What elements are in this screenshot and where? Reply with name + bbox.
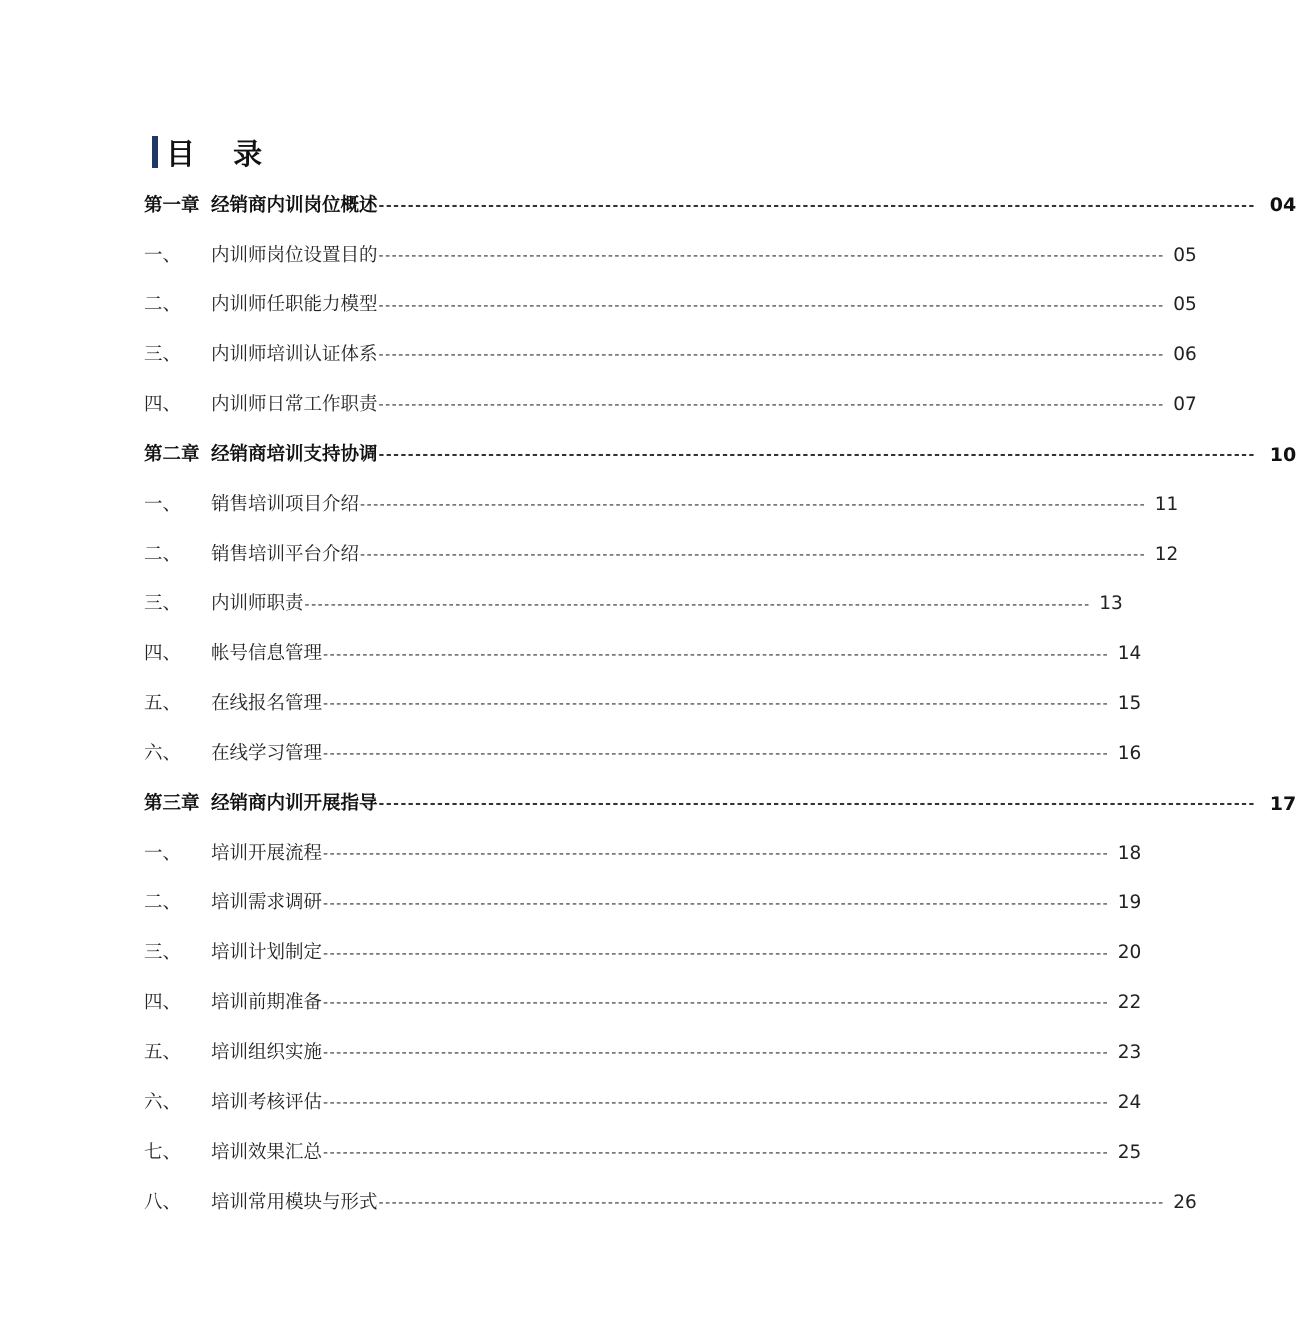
toc-entry-number: 二、 <box>144 892 182 914</box>
toc-entry-page-number: 19 <box>1117 892 1142 914</box>
toc-dot-leader: ------------------------------------------------------------------------------------------------------------------------ <box>378 397 1165 414</box>
toc-entry-label: 经销商培训支持协调 <box>211 443 378 465</box>
toc-dot-leader: ------------------------------------------------------------------------------------------------------------------------ <box>378 297 1165 314</box>
toc-entry-number: 一、 <box>144 244 182 266</box>
toc-section-entry[interactable] <box>144 480 1179 530</box>
toc-entry-number: 一、 <box>144 842 182 864</box>
toc-entry-page-number: 05 <box>1173 294 1197 316</box>
toc-entry-number: 八、 <box>144 1191 182 1213</box>
toc-section-entry[interactable] <box>144 879 1142 929</box>
toc-entry-label: 内训师岗位设置目的 <box>211 244 378 266</box>
toc-entry-number: 七、 <box>144 1141 182 1163</box>
table-of-contents <box>144 181 1296 1228</box>
toc-entry-page-number: 07 <box>1173 394 1197 416</box>
toc-entry-label: 培训效果汇总 <box>211 1141 323 1163</box>
toc-dot-leader: ------------------------------------------------------------------------------------------------------------------------ <box>323 646 1110 663</box>
toc-entry-label: 销售培训项目介绍 <box>211 493 360 515</box>
toc-dot-leader: ------------------------------------------------------------------------------------------------------------------------ <box>323 895 1110 912</box>
toc-entry-label: 内训师日常工作职责 <box>211 394 378 416</box>
toc-section-entry[interactable] <box>144 530 1179 580</box>
toc-entry-label: 经销商内训开展指导 <box>211 792 378 814</box>
toc-entry-label: 在线学习管理 <box>211 742 323 764</box>
toc-dot-leader: ------------------------------------------------------------------------------------------------------------------------ <box>323 1144 1110 1161</box>
toc-entry-page-number: 15 <box>1117 693 1142 715</box>
toc-entry-label: 培训开展流程 <box>211 842 323 864</box>
toc-chapter-entry[interactable] <box>144 779 1296 829</box>
toc-entry-page-number: 12 <box>1154 543 1179 565</box>
toc-section-entry[interactable] <box>144 1178 1197 1228</box>
toc-entry-label: 培训组织实施 <box>211 1042 323 1064</box>
toc-section-entry[interactable] <box>144 231 1197 281</box>
toc-entry-page-number: 23 <box>1117 1042 1142 1064</box>
toc-section-entry[interactable] <box>144 679 1142 729</box>
toc-entry-label: 在线报名管理 <box>211 693 323 715</box>
toc-entry-number: 第三章 <box>144 792 200 814</box>
toc-dot-leader: ------------------------------------------------------------------------------------------------------------------------ <box>323 1045 1110 1062</box>
toc-entry-number: 六、 <box>144 1091 182 1113</box>
toc-entry-number: 第二章 <box>144 443 200 465</box>
toc-section-entry[interactable] <box>144 630 1142 680</box>
toc-entry-number: 三、 <box>144 344 182 366</box>
toc-section-entry[interactable] <box>144 829 1142 879</box>
toc-dot-leader: ------------------------------------------------------------------------------------------------------------------------ <box>323 1095 1110 1112</box>
toc-section-entry[interactable] <box>144 1078 1142 1128</box>
toc-entry-label: 培训考核评估 <box>211 1091 323 1113</box>
toc-dot-leader: ------------------------------------------------------------------------------------------------------------------------ <box>323 945 1110 962</box>
toc-entry-page-number: 10 <box>1269 443 1296 466</box>
toc-entry-number: 一、 <box>144 493 182 515</box>
toc-dot-leader: ------------------------------------------------------------------------------------------------------------------------ <box>378 247 1165 264</box>
toc-entry-page-number: 16 <box>1117 742 1142 764</box>
toc-dot-leader: ------------------------------------------------------------------------------------------------------------------------ <box>323 746 1110 763</box>
toc-chapter-entry[interactable] <box>144 430 1296 480</box>
toc-section-entry[interactable] <box>144 929 1142 979</box>
toc-dot-leader: ------------------------------------------------------------------------------------------------------------------------ <box>323 845 1110 862</box>
toc-entry-label: 内训师职责 <box>211 593 304 615</box>
toc-section-entry[interactable] <box>144 1028 1142 1078</box>
toc-dot-leader: ------------------------------------------------------------------------------------------------------------------------ <box>378 447 1256 464</box>
toc-entry-page-number: 14 <box>1117 643 1142 665</box>
toc-entry-number: 四、 <box>144 992 182 1014</box>
toc-section-entry[interactable] <box>144 281 1197 331</box>
toc-dot-leader: ------------------------------------------------------------------------------------------------------------------------ <box>323 995 1110 1012</box>
toc-entry-page-number: 24 <box>1117 1091 1142 1113</box>
toc-entry-number: 三、 <box>144 593 182 615</box>
toc-entry-page-number: 06 <box>1173 344 1197 366</box>
toc-entry-page-number: 25 <box>1117 1141 1142 1163</box>
toc-dot-leader: ------------------------------------------------------------------------------------------------------------------------ <box>378 197 1256 214</box>
toc-entry-page-number: 13 <box>1099 593 1123 615</box>
toc-entry-label: 经销商内训岗位概述 <box>211 194 378 216</box>
toc-section-entry[interactable] <box>144 1128 1142 1178</box>
toc-dot-leader: ------------------------------------------------------------------------------------------------------------------------ <box>360 546 1147 563</box>
toc-dot-leader: ------------------------------------------------------------------------------------------------------------------------ <box>378 796 1256 813</box>
toc-section-entry[interactable] <box>144 979 1142 1029</box>
toc-entry-label: 内训师任职能力模型 <box>211 294 378 316</box>
toc-dot-leader: ------------------------------------------------------------------------------------------------------------------------ <box>378 1194 1165 1211</box>
toc-entry-page-number: 26 <box>1173 1191 1197 1213</box>
toc-dot-leader: ------------------------------------------------------------------------------------------------------------------------ <box>360 496 1147 513</box>
toc-entry-page-number: 05 <box>1173 244 1197 266</box>
toc-entry-label: 帐号信息管理 <box>211 643 323 665</box>
toc-dot-leader: ------------------------------------------------------------------------------------------------------------------------ <box>378 347 1165 364</box>
toc-entry-page-number: 18 <box>1117 842 1142 864</box>
toc-entry-number: 六、 <box>144 742 182 764</box>
toc-chapter-entry[interactable] <box>144 181 1296 231</box>
toc-entry-number: 第一章 <box>144 194 200 216</box>
toc-heading <box>152 132 276 172</box>
toc-entry-number: 五、 <box>144 693 182 715</box>
toc-entry-label: 内训师培训认证体系 <box>211 344 378 366</box>
toc-section-entry[interactable] <box>144 729 1142 779</box>
toc-entry-number: 五、 <box>144 1042 182 1064</box>
toc-entry-label: 培训前期准备 <box>211 992 323 1014</box>
toc-entry-page-number: 11 <box>1154 493 1179 515</box>
toc-entry-label: 销售培训平台介绍 <box>211 543 360 565</box>
heading-accent-bar <box>152 136 158 168</box>
toc-entry-page-number: 20 <box>1117 942 1142 964</box>
toc-entry-label: 培训计划制定 <box>211 942 323 964</box>
toc-entry-page-number: 17 <box>1269 792 1296 815</box>
toc-entry-number: 三、 <box>144 942 182 964</box>
toc-entry-number: 四、 <box>144 394 182 416</box>
toc-entry-label: 培训常用模块与形式 <box>211 1191 378 1213</box>
toc-entry-number: 四、 <box>144 643 182 665</box>
toc-dot-leader: ------------------------------------------------------------------------------------------------------------------------ <box>323 696 1110 713</box>
toc-section-entry[interactable] <box>144 380 1197 430</box>
toc-dot-leader: ------------------------------------------------------------------------------------------------------------------------ <box>304 596 1091 613</box>
toc-entry-page-number: 22 <box>1117 992 1142 1014</box>
toc-section-entry[interactable] <box>144 580 1123 630</box>
toc-entry-number: 二、 <box>144 294 182 316</box>
toc-entry-number: 二、 <box>144 543 182 565</box>
toc-entry-page-number: 04 <box>1269 194 1296 217</box>
toc-entry-label: 培训需求调研 <box>211 892 323 914</box>
toc-title-text: 目 录 <box>166 136 277 171</box>
toc-section-entry[interactable] <box>144 331 1197 381</box>
